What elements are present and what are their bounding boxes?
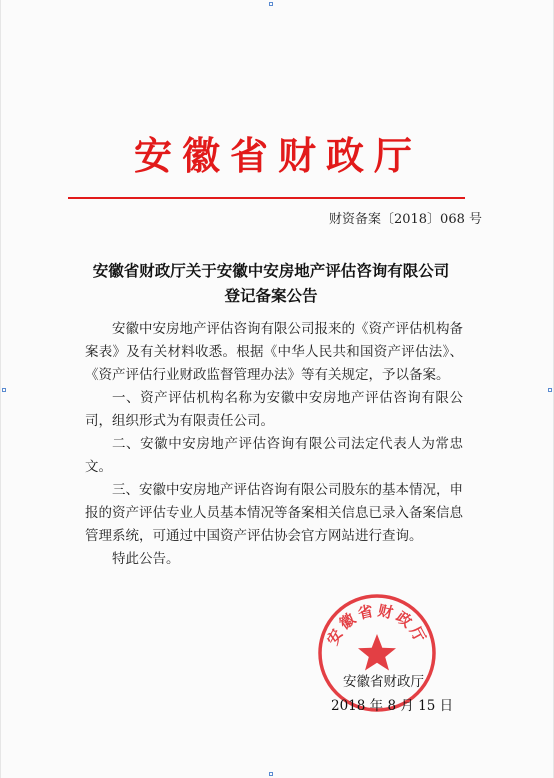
- signature-block: [331, 670, 453, 718]
- crop-marker-left: [2, 388, 6, 392]
- issuing-authority-header: 安徽省财政厅: [133, 133, 422, 178]
- body-paragraph: 一、资产评估机构名称为安徽中安房地产评估咨询有限公司，组织形式为有限责任公司。: [85, 390, 463, 429]
- document-number: 财资备案〔2018〕068 号: [328, 212, 482, 227]
- seal-text: 安徽省财政厅: [323, 601, 431, 648]
- red-divider-line: [68, 197, 465, 199]
- title-line: 安徽省财政厅关于安徽中安房地产评估咨询有限公司: [92, 261, 450, 280]
- document-title: [61, 258, 481, 308]
- seal-star-icon: [358, 634, 396, 671]
- body-paragraph: 特此公告。: [112, 551, 180, 567]
- body-paragraph: 安徽中安房地产评估咨询有限公司报来的《资产评估机构备案表》及有关材料收悉。根据《中华人民共和国资产评估法》、《资产评估行业财政监督管理办法》等有关规定，予以备案。: [85, 321, 463, 383]
- crop-marker-top: [269, 2, 273, 6]
- signature-organization: 安徽省财政厅: [343, 674, 424, 690]
- body-paragraph: 二、安徽中安房地产评估咨询有限公司法定代表人为常忠文。: [85, 436, 463, 475]
- title-line: 登记备案公告: [224, 286, 318, 305]
- body-paragraph: 三、安徽中安房地产评估咨询有限公司股东的基本情况，申报的资产评估专业人员基本情况等备案相关信息已录入备案信息管理系统，可通过中国资产评估协会官方网站进行查询。: [85, 482, 463, 544]
- document-body: [85, 318, 463, 571]
- signature-date: 2018 年 8 月 15 日: [331, 698, 454, 714]
- crop-marker-right: [548, 388, 552, 392]
- crop-marker-bottom: [269, 772, 273, 776]
